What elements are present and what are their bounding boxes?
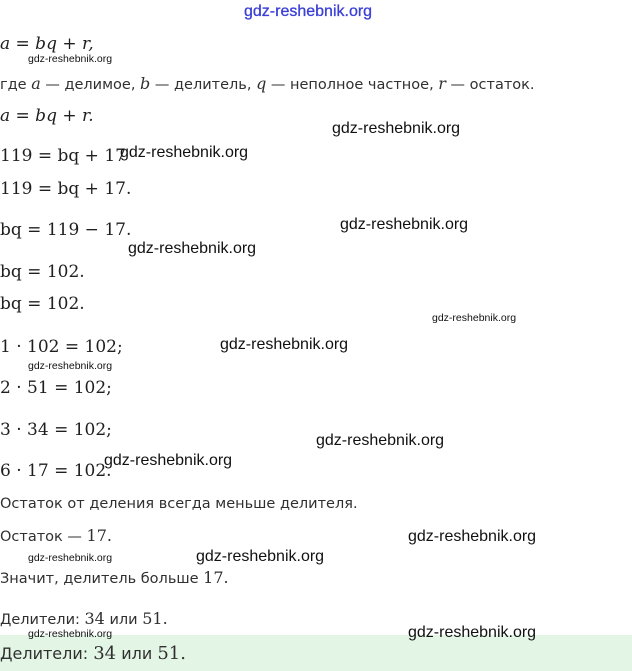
divisors-line <box>0 611 168 628</box>
watermark: gdz-reshebnik.org <box>104 452 233 469</box>
formula-line <box>0 181 131 198</box>
formula-line <box>0 422 112 439</box>
remainder-line <box>0 528 112 545</box>
text-segment: или <box>116 644 158 663</box>
text-segment: — делитель, <box>150 77 257 93</box>
watermark: gdz-reshebnik.org <box>332 120 461 137</box>
text-segment: Делители: <box>0 644 94 663</box>
watermark: gdz-reshebnik.org <box>316 432 445 449</box>
formula-text: a = bq + r, <box>0 34 94 54</box>
text-segment: Делители: <box>0 612 85 628</box>
watermark: gdz-reshebnik.org <box>128 240 257 257</box>
rule-line <box>0 497 358 512</box>
formula-line <box>0 36 94 53</box>
watermark: gdz-reshebnik.org <box>28 552 113 564</box>
var-b: b <box>140 74 151 93</box>
text-segment: — неполное частное, <box>266 77 439 93</box>
watermark-top: gdz-reshebnik.org <box>244 3 373 20</box>
text-segment: — делимое, <box>40 77 141 93</box>
formula-line <box>0 463 112 480</box>
text-segment: Остаток — <box>0 529 87 545</box>
var-a: a <box>31 74 41 93</box>
formula-line <box>0 222 131 239</box>
text-segment: — остаток. <box>445 77 535 93</box>
watermark: gdz-reshebnik.org <box>340 216 469 233</box>
formula-line <box>0 339 123 356</box>
formula-line <box>0 296 85 313</box>
formula-line <box>0 380 112 397</box>
number: 34 <box>93 643 117 664</box>
watermark: gdz-reshebnik.org <box>28 53 113 65</box>
var-r: r <box>438 74 446 93</box>
formula-text: bq = 102. <box>0 294 85 314</box>
definition-line <box>0 76 535 93</box>
formula-text: 119 = bq + 17 <box>0 146 126 166</box>
conclusion-line <box>0 570 229 587</box>
watermark: gdz-reshebnik.org <box>408 624 537 641</box>
formula-text: bq = 119 − 17. <box>0 220 132 240</box>
watermark: gdz-reshebnik.org <box>408 528 537 545</box>
watermark: gdz-reshebnik.org <box>28 628 113 640</box>
watermark: gdz-reshebnik.org <box>196 548 325 565</box>
number: 17. <box>86 526 112 545</box>
formula-text: 2 · 51 = 102; <box>0 378 112 398</box>
watermark: gdz-reshebnik.org <box>220 336 349 353</box>
watermark: gdz-reshebnik.org <box>28 360 113 372</box>
text-segment: где <box>0 77 32 93</box>
text-segment: Значит, делитель больше <box>0 571 204 587</box>
watermark: gdz-reshebnik.org <box>432 312 517 324</box>
number: 51. <box>142 609 168 628</box>
number: 51. <box>157 643 186 664</box>
formula-text: a = bq + r. <box>0 106 94 126</box>
text-segment: Остаток от деления всегда меньше делителя. <box>0 496 358 512</box>
formula-text: bq = 102. <box>0 262 85 282</box>
answer-line <box>0 645 186 663</box>
number: 17. <box>203 568 229 587</box>
formula-text: 6 · 17 = 102. <box>0 461 112 481</box>
number: 34 <box>84 609 105 628</box>
text-segment: или <box>104 612 143 628</box>
formula-line <box>0 108 94 125</box>
watermark: gdz-reshebnik.org <box>120 144 249 161</box>
formula-line <box>0 264 85 281</box>
formula-text: 3 · 34 = 102; <box>0 420 112 440</box>
formula-text: 1 · 102 = 102; <box>0 337 123 357</box>
formula-line <box>0 148 126 165</box>
formula-text: 119 = bq + 17. <box>0 179 132 199</box>
var-q: q <box>256 74 267 93</box>
